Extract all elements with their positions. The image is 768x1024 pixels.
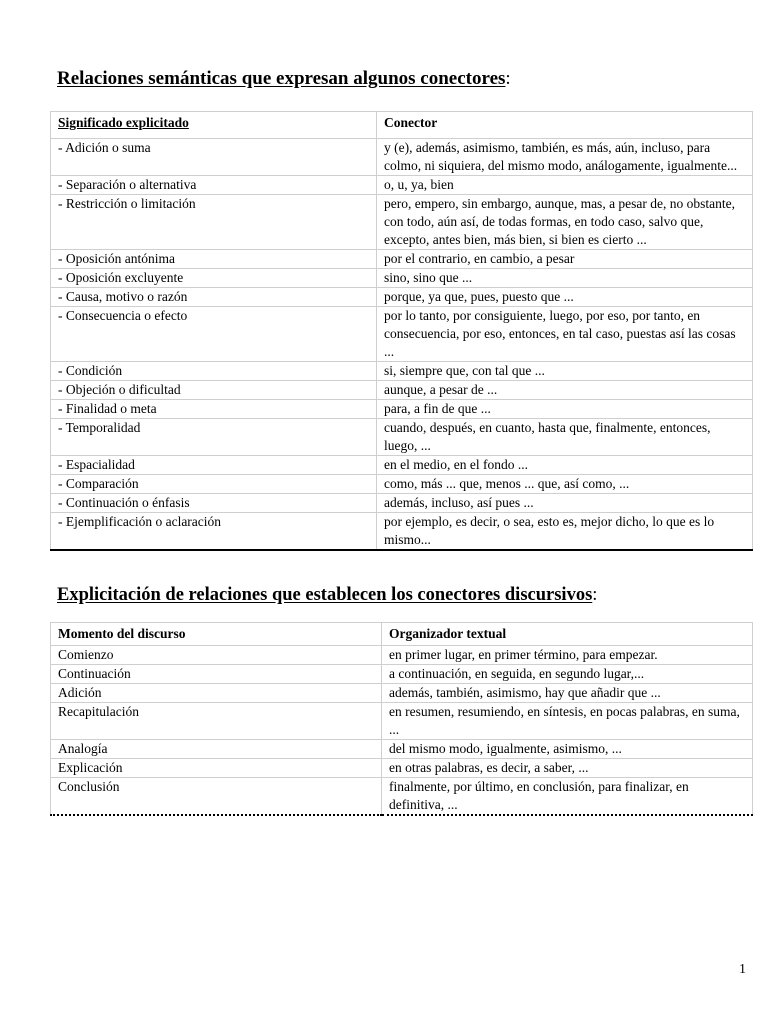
row-value-cell: cuando, después, en cuanto, hasta que, finalmente, entonces, luego, ... [377, 419, 753, 456]
row-value-cell: como, más ... que, menos ... que, así como, ... [377, 475, 753, 494]
row-value-cell: por el contrario, en cambio, a pesar [377, 250, 753, 269]
table-row [51, 475, 753, 494]
table-row [51, 250, 753, 269]
row-value-cell: por ejemplo, es decir, o sea, esto es, mejor dicho, lo que es lo mismo... [377, 513, 753, 551]
table-row [51, 195, 753, 250]
table-row [51, 513, 753, 551]
row-label-cell: - Finalidad o meta [51, 400, 377, 419]
table-row [51, 288, 753, 307]
row-label-cell: Adición [51, 684, 382, 703]
row-label-cell: Explicación [51, 759, 382, 778]
row-value-cell: a continuación, en seguida, en segundo lugar,... [382, 665, 753, 684]
table-header-row [51, 623, 753, 646]
row-value-cell: además, incluso, así pues ... [377, 494, 753, 513]
row-label-cell: - Espacialidad [51, 456, 377, 475]
row-label-cell: Conclusión [51, 778, 382, 816]
row-value-cell: si, siempre que, con tal que ... [377, 362, 753, 381]
row-label-cell: - Condición [51, 362, 377, 381]
row-value-cell: sino, sino que ... [377, 269, 753, 288]
table-row [51, 362, 753, 381]
row-label-cell: - Oposición antónima [51, 250, 377, 269]
row-value-cell: en el medio, en el fondo ... [377, 456, 753, 475]
row-value-cell: para, a fin de que ... [377, 400, 753, 419]
section2-title [57, 585, 597, 606]
row-label-cell: - Oposición excluyente [51, 269, 377, 288]
row-label-cell: Continuación [51, 665, 382, 684]
table-row [51, 665, 753, 684]
table-row [51, 740, 753, 759]
row-label-cell: Comienzo [51, 646, 382, 665]
section1-title-colon: : [505, 68, 511, 89]
table-row [51, 139, 753, 176]
row-label-cell: - Continuación o énfasis [51, 494, 377, 513]
row-value-cell: del mismo modo, igualmente, asimismo, ... [382, 740, 753, 759]
row-label-cell: - Restricción o limitación [51, 195, 377, 250]
section1-title-text: Relaciones semánticas que expresan algunos conectores [57, 68, 506, 89]
table-row [51, 381, 753, 400]
row-value-cell: por lo tanto, por consiguiente, luego, por eso, por tanto, en consecuencia, por eso, entonces, en tal caso, puestas así las cosas ... [377, 307, 753, 362]
table-row [51, 684, 753, 703]
row-label-cell: - Separación o alternativa [51, 176, 377, 195]
section2-title-text: Explicitación de relaciones que establecen los conectores discursivos [57, 585, 593, 605]
table-row [51, 646, 753, 665]
header-conector: Conector [377, 112, 753, 139]
semantic-relations-table [50, 111, 753, 551]
row-label-cell: - Objeción o dificultad [51, 381, 377, 400]
table-row [51, 456, 753, 475]
page-number: 1 [739, 962, 746, 977]
row-label-cell: - Ejemplificación o aclaración [51, 513, 377, 551]
table-row [51, 419, 753, 456]
discourse-organizers-body [51, 646, 753, 816]
table-row [51, 494, 753, 513]
table-row [51, 307, 753, 362]
table-row [51, 703, 753, 740]
header-significado: Significado explicitado [51, 112, 377, 139]
row-label-cell: - Causa, motivo o razón [51, 288, 377, 307]
row-value-cell: porque, ya que, pues, puesto que ... [377, 288, 753, 307]
row-label-cell: - Consecuencia o efecto [51, 307, 377, 362]
row-label-cell: Analogía [51, 740, 382, 759]
row-value-cell: en otras palabras, es decir, a saber, ... [382, 759, 753, 778]
section1-title [57, 68, 511, 90]
row-value-cell: o, u, ya, bien [377, 176, 753, 195]
table-row [51, 176, 753, 195]
header-organizador: Organizador textual [382, 623, 753, 646]
semantic-relations-body [51, 139, 753, 551]
row-value-cell: aunque, a pesar de ... [377, 381, 753, 400]
table-header-row [51, 112, 753, 139]
section2-title-colon: : [592, 585, 598, 605]
row-value-cell: finalmente, por último, en conclusión, para finalizar, en definitiva, ... [382, 778, 753, 816]
row-label-cell: - Comparación [51, 475, 377, 494]
discourse-organizers-table [50, 622, 753, 816]
table-row [51, 778, 753, 816]
table-row [51, 759, 753, 778]
header-momento: Momento del discurso [51, 623, 382, 646]
row-value-cell: en primer lugar, en primer término, para empezar. [382, 646, 753, 665]
row-value-cell: y (e), además, asimismo, también, es más, aún, incluso, para colmo, ni siquiera, del mismo modo, análogamente, igualmente... [377, 139, 753, 176]
row-label-cell: - Temporalidad [51, 419, 377, 456]
row-label-cell: - Adición o suma [51, 139, 377, 176]
row-value-cell: además, también, asimismo, hay que añadir que ... [382, 684, 753, 703]
table-row [51, 269, 753, 288]
row-value-cell: en resumen, resumiendo, en síntesis, en pocas palabras, en suma, ... [382, 703, 753, 740]
row-value-cell: pero, empero, sin embargo, aunque, mas, a pesar de, no obstante, con todo, aún así, de todas formas, en todo caso, salvo que, excepto, antes bien, más bien, si bien es cierto ... [377, 195, 753, 250]
table-row [51, 400, 753, 419]
row-label-cell: Recapitulación [51, 703, 382, 740]
